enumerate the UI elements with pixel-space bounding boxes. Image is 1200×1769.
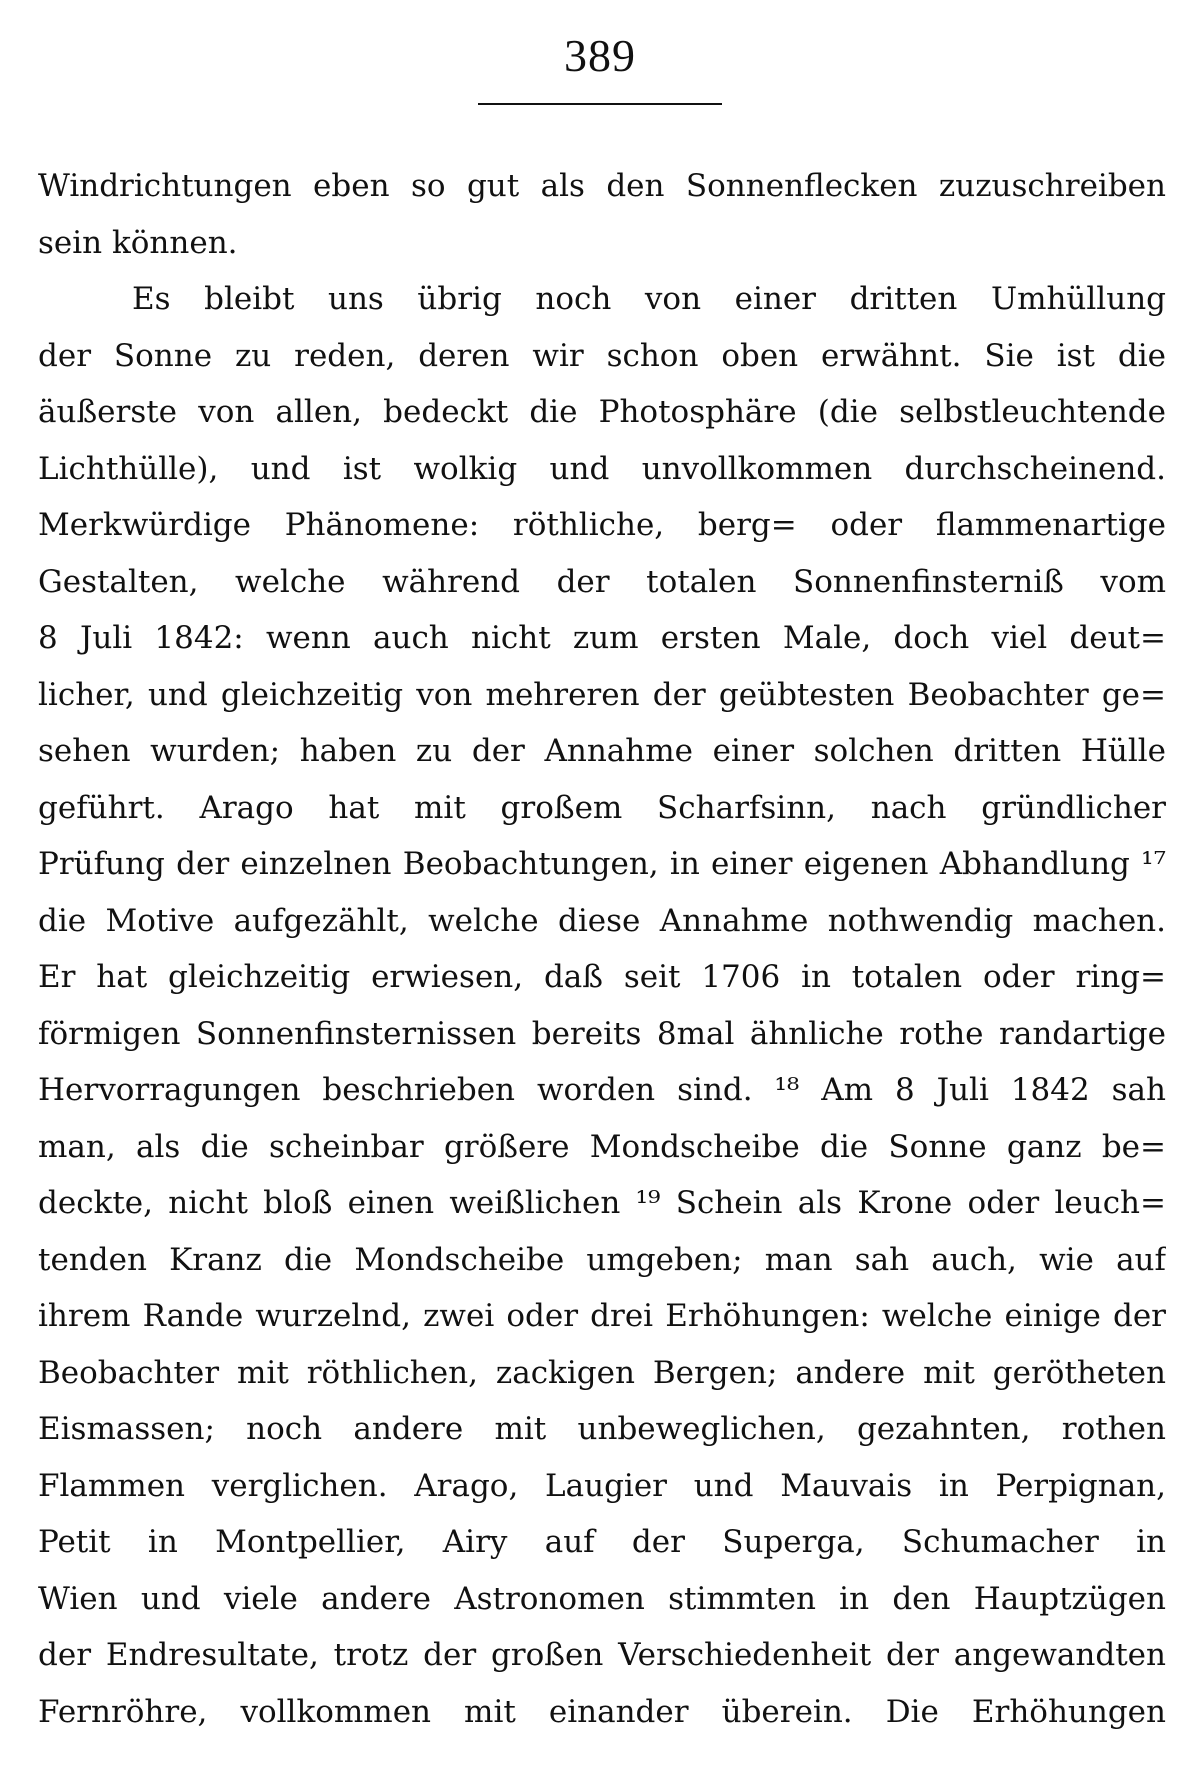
text-line: deckte, nicht bloß einen weißlichen ¹⁹ Schein als Krone oder leuch=: [38, 1185, 1166, 1221]
text-line: ihrem Rande wurzelnd, zwei oder drei Erhöhungen: welche einige der: [38, 1298, 1166, 1334]
text-line: Er hat gleichzeitig erwiesen, daß seit 1706 in totalen oder ring=: [38, 959, 1166, 995]
text-line: Es bleibt uns übrig noch von einer dritten Umhüllung: [132, 281, 1166, 317]
text-line: die Motive aufgezählt, welche diese Annahme nothwendig machen.: [38, 902, 1166, 939]
text-line: Eismassen; noch andere mit unbeweglichen, gezahnten, rothen: [38, 1411, 1166, 1447]
text-line: Gestalten, welche während der totalen Sonnenfinsterniß vom: [38, 563, 1166, 600]
text-line: Petit in Montpellier, Airy auf der Superga, Schumacher in: [38, 1524, 1166, 1560]
text-line: Beobachter mit röthlichen, zackigen Bergen; andere mit gerötheten: [38, 1354, 1166, 1391]
text-line: Prüfung der einzelnen Beobachtungen, in einer eigenen Abhandlung ¹⁷: [38, 846, 1166, 882]
text-line: Windrichtungen eben so gut als den Sonnenflecken zuzuschreiben: [38, 168, 1166, 204]
text-line: äußerste von allen, bedeckt die Photosphäre (die selbstleuchtende: [38, 394, 1166, 430]
text-line: Lichthülle), und ist wolkig und unvollkommen durchscheinend.: [38, 450, 1166, 487]
page-number: 389: [564, 30, 636, 81]
text-line: Wien und viele andere Astronomen stimmten in den Hauptzügen: [38, 1580, 1166, 1617]
text-line: 8 Juli 1842: wenn auch nicht zum ersten Male, doch viel deut=: [38, 620, 1166, 656]
body-text: [38, 158, 1166, 1740]
text-line: Fernröhre, vollkommen mit einander überein. Die Erhöhungen: [38, 1693, 1166, 1730]
text-line: Flammen verglichen. Arago, Laugier und Mauvais in Perpignan,: [38, 1467, 1166, 1504]
text-line: förmigen Sonnenfinsternissen bereits 8mal ähnliche rothe randartige: [38, 1015, 1166, 1052]
text-line: licher, und gleichzeitig von mehreren der geübtesten Beobachter ge=: [38, 676, 1166, 713]
header-rule: [478, 103, 722, 105]
text-line: tenden Kranz die Mondscheibe umgeben; man sah auch, wie auf: [38, 1241, 1166, 1278]
text-line: sehen wurden; haben zu der Annahme einer solchen dritten Hülle: [38, 733, 1166, 769]
text-line: der Endresultate, trotz der großen Verschiedenheit der angewandten: [38, 1637, 1166, 1673]
text-line: Hervorragungen beschrieben worden sind. ¹⁸ Am 8 Juli 1842 sah: [38, 1072, 1166, 1108]
text-line: man, als die scheinbar größere Mondscheibe die Sonne ganz be=: [38, 1128, 1166, 1165]
text-line: der Sonne zu reden, deren wir schon oben erwähnt. Sie ist die: [38, 337, 1166, 374]
text-line: geführt. Arago hat mit großem Scharfsinn, nach gründlicher: [38, 789, 1166, 826]
text-line: sein können.: [38, 224, 238, 261]
text-line: Merkwürdige Phänomene: röthliche, berg= oder flammenartige: [38, 507, 1166, 543]
